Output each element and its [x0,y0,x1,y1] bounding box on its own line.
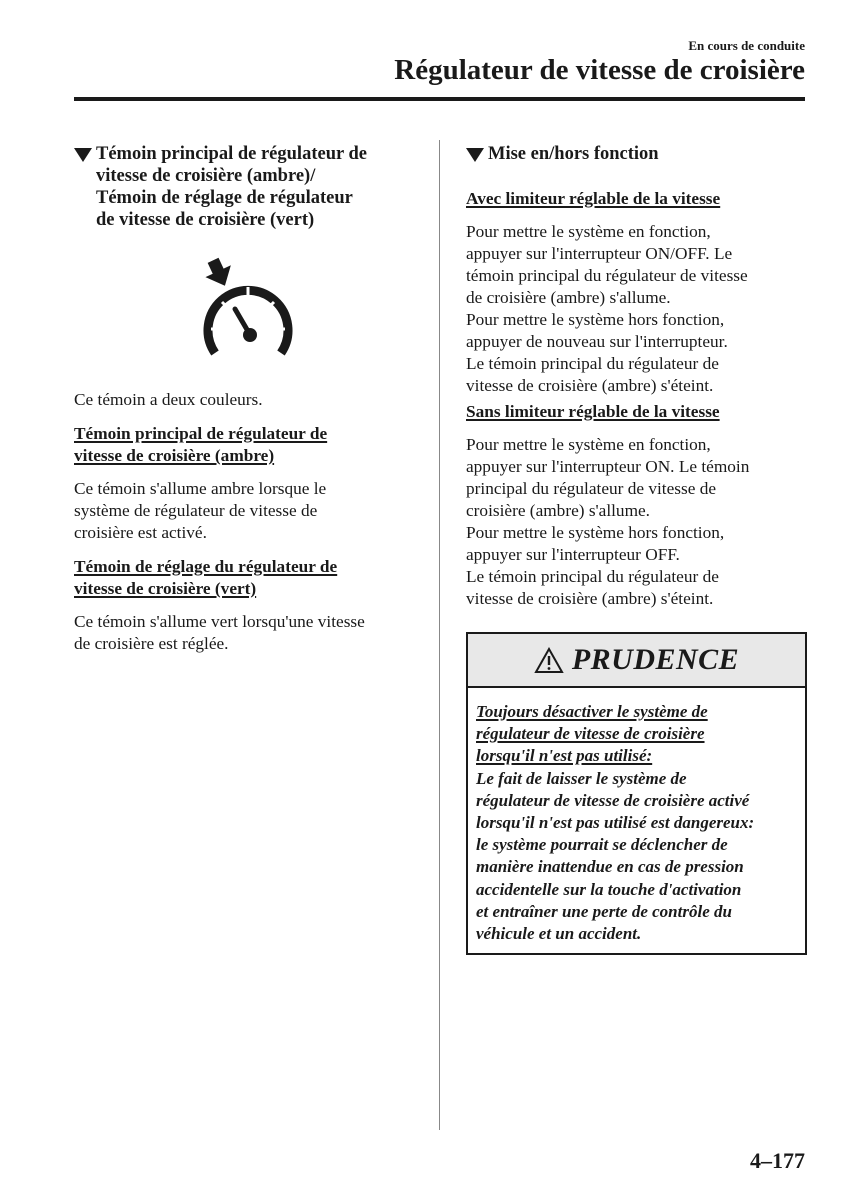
caution-lead-line: lorsqu'il n'est pas utilisé: [476,746,653,766]
caution-text-line: régulateur de vitesse de croisière activé [476,790,750,810]
caution-text-line: Le fait de laisser le système de [476,768,687,788]
text-line: croisière (ambre) s'allume. [466,501,651,520]
caution-body [468,688,805,945]
caution-lead-line: Toujours désactiver le système de [476,702,708,721]
heading-line: vitesse de croisière (ambre)/ [96,166,316,186]
text-line: système de régulateur de vitesse de [74,501,318,520]
intro-text: Ce témoin a deux couleurs. [74,390,263,409]
heading-line: de vitesse de croisière (vert) [96,210,315,230]
on-off-heading [466,143,808,165]
text-line: Le témoin principal du régulateur de [466,567,719,586]
subheading-line: vitesse de croisière (vert) [74,579,257,598]
text-line: de croisière (ambre) s'allume. [466,288,671,307]
without-limiter-subheading: Sans limiteur réglable de la vitesse [466,402,720,421]
right-column [466,143,808,610]
text-line: Pour mettre le système en fonction, [466,222,711,241]
text-line: principal du régulateur de vitesse de [466,479,717,498]
left-column [74,143,419,655]
text-line: appuyer sur l'interrupteur OFF. [466,545,680,564]
caution-text-line: lorsqu'il n'est pas utilisé est dangereux: [476,813,755,833]
heading-line: Témoin de réglage de régulateur [96,188,353,208]
text-line: Ce témoin s'allume vert lorsqu'une vitesse [74,612,365,631]
text-line: Ce témoin s'allume ambre lorsque le [74,479,327,498]
with-limiter-text [466,221,808,397]
text-line: croisière est activé. [74,523,207,542]
text-line: Pour mettre le système hors fonction, [466,310,725,329]
text-line: Pour mettre le système en fonction, [466,435,711,454]
text-line: vitesse de croisière (ambre) s'éteint. [466,376,714,395]
with-limiter-subheading: Avec limiteur réglable de la vitesse [466,189,721,208]
amber-indicator-text [74,478,419,544]
text-line: de croisière est réglée. [74,634,229,653]
caution-text-line: et entraîner une perte de contrôle du [476,901,732,921]
without-limiter-text [466,434,808,610]
text-line: appuyer de nouveau sur l'interrupteur. [466,332,728,351]
caution-box [466,632,807,955]
triangle-bullet-icon [74,148,92,162]
caution-title: PRUDENCE [571,643,740,676]
warning-triangle-icon [534,647,564,674]
page-number: 4–177 [750,1148,805,1173]
text-line: Pour mettre le système hors fonction, [466,523,725,542]
caution-header [468,634,805,688]
heading-line: Mise en/hors fonction [488,144,659,164]
green-indicator-text [74,611,419,655]
header-rule [74,97,805,101]
text-line: Le témoin principal du régulateur de [466,354,719,373]
caution-text-line: le système pourrait se déclencher de [476,835,728,855]
indicator-heading [74,143,419,231]
text-line: témoin principal du régulateur de vitesse [466,266,748,285]
page-title: Régulateur de vitesse de croisière [394,54,805,86]
section-label: En cours de conduite [688,38,805,53]
subheading-line: Témoin principal de régulateur de [74,424,328,443]
text-line: appuyer sur l'interrupteur ON/OFF. Le [466,244,733,263]
amber-indicator-subheading [74,423,419,467]
green-indicator-subheading [74,556,419,600]
caution-text-line: manière inattendue en cas de pression [476,857,744,877]
caution-text-line: véhicule et un accident. [476,924,642,944]
caution-text-line: accidentelle sur la touche d'activation [476,879,742,899]
heading-line: Témoin principal de régulateur de [96,144,367,164]
subheading-line: vitesse de croisière (ambre) [74,446,275,465]
text-line: vitesse de croisière (ambre) s'éteint. [466,589,714,608]
caution-lead-line: régulateur de vitesse de croisière [476,724,705,744]
column-divider [439,140,440,1130]
text-line: appuyer sur l'interrupteur ON. Le témoin [466,457,750,476]
cruise-control-speedometer-icon [201,257,296,372]
triangle-bullet-icon [466,148,484,162]
subheading-line: Témoin de réglage du régulateur de [74,557,338,576]
